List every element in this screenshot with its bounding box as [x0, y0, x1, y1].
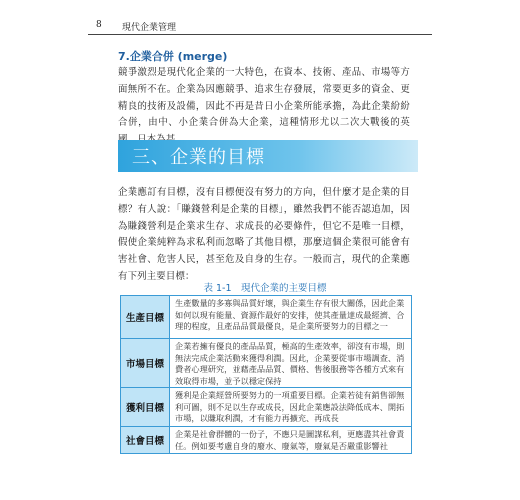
row-text: 生產數量的多寡與品質好壞，與企業生存有很大關係，因此企業如何以現有能量、資源作最好的安排，使其產量達成最經濟、合理的程度，且產品品質最優良，是企業所要努力的目標之一: [175, 298, 405, 331]
page-number: 8: [96, 20, 102, 30]
table-row: [121, 388, 411, 427]
table-caption: 表 1-1 現代企業的主要目標: [203, 283, 327, 294]
goals-table: [120, 295, 412, 454]
subsection-heading: 7.企業合併 (merge): [118, 50, 228, 63]
section-heading: 三、企業的目標: [132, 147, 265, 168]
row-label: 市場目標: [121, 339, 170, 387]
table-row: [121, 339, 411, 388]
table-row: [121, 427, 411, 453]
header-rule: [88, 34, 432, 35]
row-text: 企業若擁有優良的產品品質，極高的生產效率，卻沒有市場，則無法完成企業活動來獲得利潤。因此，企業要從事市場調查、消費者心理研究，並藉產品品質、價格、售後服務等各種方式來有效取得市場，並予以穩定保持: [175, 341, 405, 386]
section-heading-band: [118, 140, 418, 172]
page-header: [0, 0, 520, 34]
row-text: 企業是社會群體的一份子，不應只是圖謀私利，更應盡其社會責任。例如要考慮自身的廢水、廢氣等，廢氣是否嚴重影響社: [175, 429, 405, 451]
row-label: 生產目標: [121, 296, 170, 338]
subsection-paragraph: 競爭激烈是現代化企業的一大特色，在資本、技術、產品、市場等方面無所不在。企業為因應競爭、追求生存發展，常要更多的資金、更精良的技術及設備，因此不再是昔日小企業所能承擔，為此企業紛紛合併，由中、小企業合併為大企業，這種情形尤以二次大戰後的英: [118, 67, 410, 129]
section-paragraph: 企業應訂有目標，沒有目標便沒有努力的方向，但什麼才是企業的目標？有人說：「賺錢營利是企業的目標」，雖然我們不能否認追加，因為賺錢營利是企業求生存、求成長的必要條件，但它不是唯一目標，假使企業純粹為求私利而忽略了其他目標，那麼這個企業很可能會有害社會、危害人民，甚至危及自身的生存。一般而言，現代的企業應有下列主要目標：: [118, 187, 410, 282]
table-row: [121, 296, 411, 339]
running-title: 現代企業管理: [122, 23, 177, 33]
row-label: 社會目標: [121, 427, 170, 453]
row-label: 獲利目標: [121, 388, 170, 426]
row-text: 獲利是企業經營所要努力的一項重要目標。企業若徒有銷售卻無利可圖，則不足以生存或成長，因此企業應設法降低成本、開拓市場，以賺取利潤，才有能力再擴充、再成長: [175, 390, 405, 423]
